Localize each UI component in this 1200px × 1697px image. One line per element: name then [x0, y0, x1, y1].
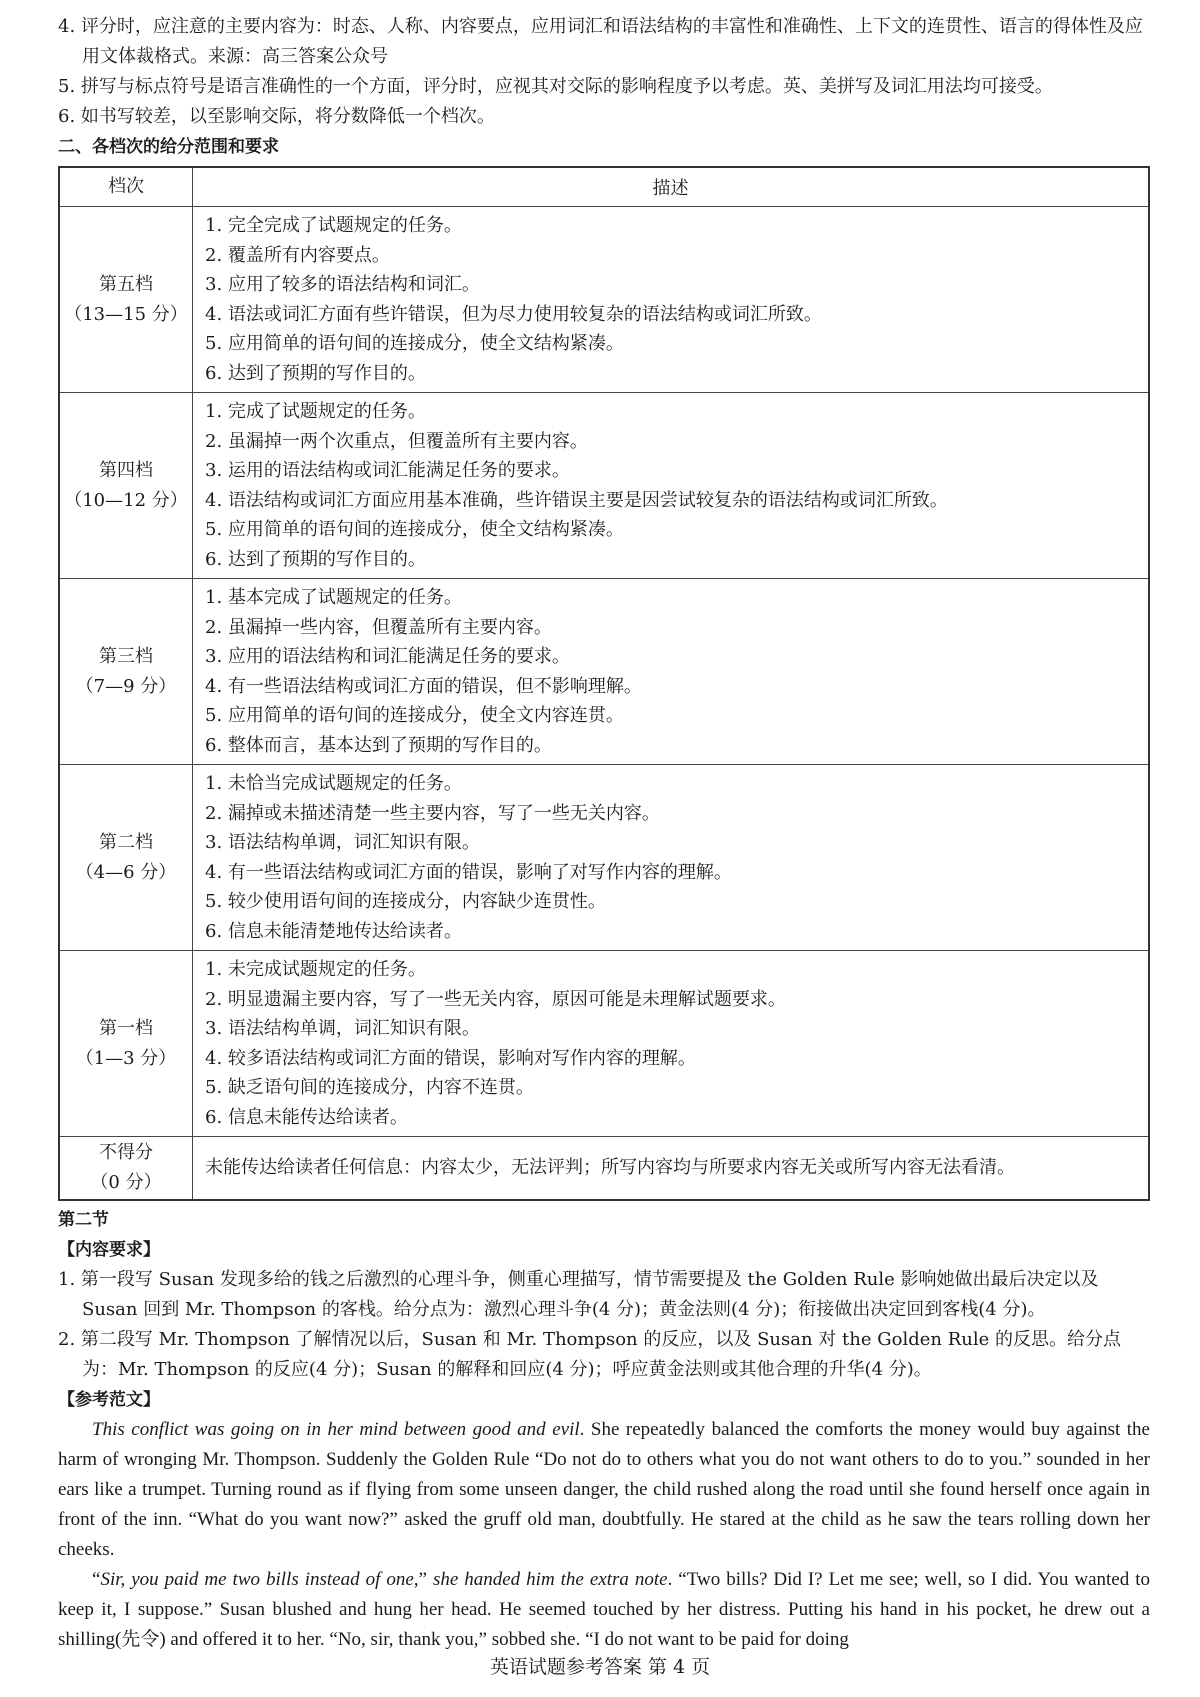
level-name: 不得分 — [99, 1142, 153, 1163]
italic-text: This conflict was going on in her mind between good and evil — [92, 1419, 580, 1440]
note-5: 5. 拼写与标点符号是语言准确性的一个方面，评分时，应视其对交际的影响程度予以考虑。英、美拼写及词汇用法均可接受。 — [58, 76, 1053, 97]
text: . She repeatedly balanced the comforts the money would buy against the harm of wronging Mr. Thompson. Suddenly the Golden Rule “Do not do to others what you do not want others to do to you.” sounded in her ears like a trumpet. Turning round as if flying from some unseen danger, the child rushed along the road until she found herself once again in front of the inn. “What do you want now?” asked the gruff old man, doubtfully. He stared at the child as he saw the tears rolling down her cheeks. — [58, 1419, 1150, 1560]
criterion: 6. 达到了预期的写作目的。 — [205, 548, 426, 570]
criterion: 2. 虽漏掉一两个次重点，但覆盖所有主要内容。 — [205, 430, 588, 452]
requirements-heading: 【内容要求】 — [58, 1240, 160, 1260]
criterion: 2. 漏掉或未描述清楚一些主要内容，写了一些无关内容。 — [205, 802, 660, 824]
level-cell — [59, 765, 193, 951]
level-cell — [59, 951, 193, 1137]
level-cell — [59, 393, 193, 579]
criterion: 3. 语法结构单调，词汇知识有限。 — [205, 832, 480, 853]
description-cell — [193, 393, 1150, 579]
criterion: 6. 整体而言，基本达到了预期的写作目的。 — [205, 734, 552, 756]
table-row — [59, 1137, 1149, 1201]
level-range: （7—9 分） — [75, 675, 177, 697]
sample-paragraph-1 — [58, 1415, 1150, 1565]
description-cell — [193, 951, 1150, 1137]
criterion: 3. 应用了较多的语法结构和词汇。 — [205, 274, 480, 295]
page-footer: 英语试题参考答案 第 4 页 — [489, 1656, 711, 1678]
text: . “Two bills? Did I? Let me see; well, so I did. You wanted to keep it, I suppose.” Susan blushed and hung her head. He seemed touched by her distress. Putting his hand in his pocket, he drew out a shilling(先令) and offered it to her. “No, sir, thank you,” sobbed she. “I do not want to be paid for doing — [58, 1569, 1150, 1650]
criterion: 4. 语法结构或词汇方面应用基本准确，些许错误主要是因尝试较复杂的语法结构或词汇所致。 — [205, 489, 948, 511]
criterion: 5. 应用简单的语句间的连接成分，使全文结构紧凑。 — [205, 333, 624, 354]
level-range: （13—15 分） — [64, 303, 188, 325]
section-heading: 二、各档次的给分范围和要求 — [58, 137, 279, 157]
criterion: 1. 完全完成了试题规定的任务。 — [205, 215, 462, 236]
criterion: 5. 缺乏语句间的连接成分，内容不连贯。 — [205, 1077, 534, 1098]
level-cell — [59, 1137, 193, 1201]
criterion: 1. 未完成试题规定的任务。 — [205, 959, 426, 980]
level-range: （1—3 分） — [75, 1047, 177, 1069]
criterion: 3. 语法结构单调，词汇知识有限。 — [205, 1018, 480, 1039]
scoring-table — [58, 166, 1150, 1201]
criterion: 1. 完成了试题规定的任务。 — [205, 401, 426, 422]
criterion: 6. 信息未能清楚地传达给读者。 — [205, 920, 462, 942]
description-cell — [193, 1137, 1150, 1201]
criterion: 1. 未恰当完成试题规定的任务。 — [205, 773, 462, 794]
description-cell — [193, 765, 1150, 951]
level-name: 第四档 — [99, 459, 153, 481]
note-6: 6. 如书写较差，以至影响交际，将分数降低一个档次。 — [58, 106, 495, 127]
table-row — [59, 393, 1149, 579]
criterion: 4. 有一些语法结构或词汇方面的错误，影响了对写作内容的理解。 — [205, 861, 732, 883]
requirement-1: 1. 第一段写 Susan 发现多给的钱之后激烈的心理斗争，侧重心理描写，情节需要提及 the Golden Rule 影响她做出最后决定以及 Susan 回到 Mr. Thompson 的客栈。给分点为：激烈心理斗争(4 分)；黄金法则(4 分)；衔接做出决定回到客栈(4 分)。 — [58, 1269, 1099, 1320]
level-name: 第一档 — [99, 1017, 153, 1039]
criterion: 1. 基本完成了试题规定的任务。 — [205, 587, 462, 608]
level-name: 第三档 — [99, 645, 153, 667]
requirement-2: 2. 第二段写 Mr. Thompson 了解情况以后，Susan 和 Mr. Thompson 的反应，以及 Susan 对 the Golden Rule 的反思。给分点为：Mr. Thompson 的反应(4 分)；Susan 的解释和回应(4 分)；呼应黄金法则或其他合理的升华(4 分)。 — [58, 1329, 1121, 1380]
sample-paragraph-2 — [58, 1565, 1150, 1655]
level-range: （4—6 分） — [75, 861, 177, 883]
criterion: 未能传达给读者任何信息：内容太少，无法评判；所写内容均与所要求内容无关或所写内容无法看清。 — [205, 1157, 1015, 1179]
document-page — [58, 12, 1150, 1655]
level-cell — [59, 579, 193, 765]
criterion: 4. 较多语法结构或词汇方面的错误，影响对写作内容的理解。 — [205, 1047, 696, 1069]
table-row — [59, 579, 1149, 765]
criterion: 3. 运用的语法结构或词汇能满足任务的要求。 — [205, 460, 570, 481]
criterion: 5. 应用简单的语句间的连接成分，使全文内容连贯。 — [205, 705, 624, 726]
level-name: 第五档 — [99, 273, 153, 295]
criterion: 3. 应用的语法结构和词汇能满足任务的要求。 — [205, 646, 570, 667]
header-description: 描述 — [193, 167, 1150, 207]
criterion: 5. 较少使用语句间的连接成分，内容缺少连贯性。 — [205, 891, 606, 912]
note-4: 4. 评分时，应注意的主要内容为：时态、人称、内容要点，应用词汇和语法结构的丰富性和准确性、上下文的连贯性、语言的得体性及应用文体裁格式。来源：高三答案公众号 — [58, 16, 1143, 67]
criterion: 2. 虽漏掉一些内容，但覆盖所有主要内容。 — [205, 616, 552, 638]
criterion: 2. 覆盖所有内容要点。 — [205, 244, 390, 266]
header-level: 档次 — [59, 167, 193, 207]
criterion: 6. 达到了预期的写作目的。 — [205, 362, 426, 384]
level-name: 第二档 — [99, 831, 153, 853]
table-row — [59, 207, 1149, 393]
quote: ” — [418, 1569, 433, 1590]
criterion: 5. 应用简单的语句间的连接成分，使全文结构紧凑。 — [205, 519, 624, 540]
criterion: 4. 有一些语法结构或词汇方面的错误，但不影响理解。 — [205, 675, 642, 697]
description-cell — [193, 207, 1150, 393]
level-range: （0 分） — [90, 1172, 162, 1193]
quote: “ — [92, 1569, 101, 1590]
italic-text: Sir, you paid me two bills instead of one, — [100, 1569, 419, 1590]
level-cell — [59, 207, 193, 393]
criterion: 2. 明显遗漏主要内容，写了一些无关内容，原因可能是未理解试题要求。 — [205, 988, 786, 1010]
level-range: （10—12 分） — [64, 489, 188, 511]
table-row — [59, 765, 1149, 951]
description-cell — [193, 579, 1150, 765]
sample-heading: 【参考范文】 — [58, 1390, 160, 1410]
criterion: 4. 语法或词汇方面有些许错误，但为尽力使用较复杂的语法结构或词汇所致。 — [205, 303, 822, 325]
section2-title: 第二节 — [58, 1210, 109, 1230]
table-row — [59, 951, 1149, 1137]
criterion: 6. 信息未能传达给读者。 — [205, 1106, 408, 1128]
italic-text: she handed him the extra note — [432, 1569, 668, 1590]
